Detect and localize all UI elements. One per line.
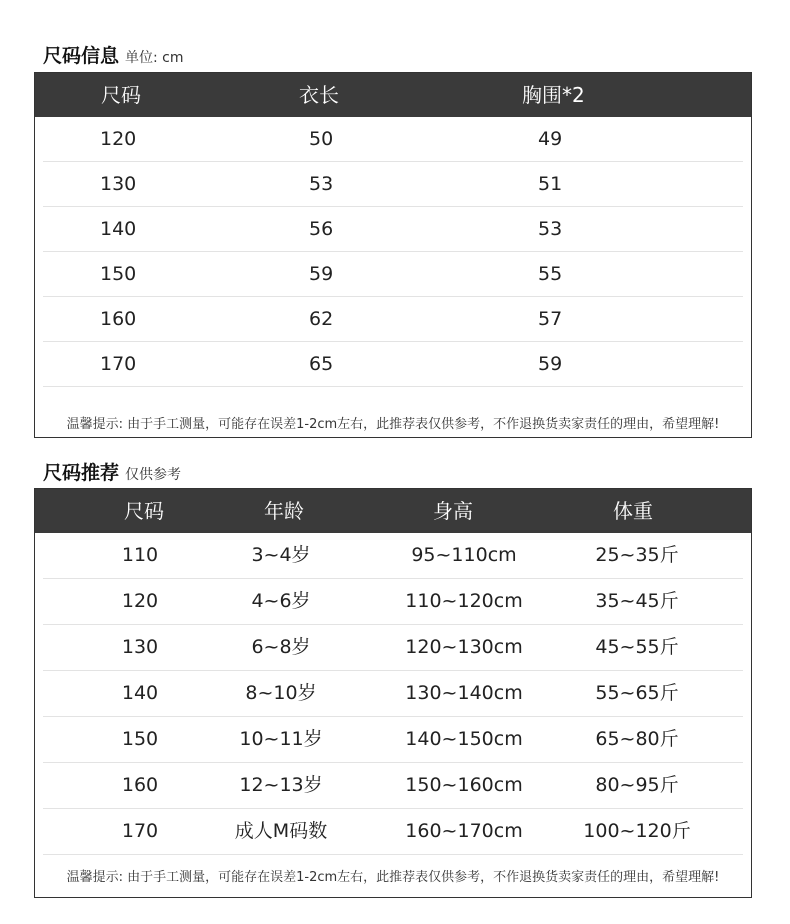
weight-cell: 45~55斤 bbox=[595, 636, 679, 658]
table-row bbox=[43, 579, 743, 625]
age-cell: 6~8岁 bbox=[251, 636, 311, 658]
length-cell: 65 bbox=[309, 353, 334, 375]
size-recommend-body bbox=[35, 533, 751, 855]
height-cell: 160~170cm bbox=[405, 820, 523, 842]
size-info-header-size: 尺码 bbox=[101, 83, 141, 107]
age-cell: 4~6岁 bbox=[251, 590, 311, 612]
length-cell: 62 bbox=[309, 308, 334, 330]
age-cell: 10~11岁 bbox=[239, 728, 323, 750]
weight-cell: 55~65斤 bbox=[595, 682, 679, 704]
size-info-title-text: 尺码信息 bbox=[43, 45, 120, 67]
age-cell: 成人M码数 bbox=[234, 820, 328, 842]
age-cell: 12~13岁 bbox=[239, 774, 323, 796]
table-row bbox=[43, 207, 743, 252]
chest-cell: 55 bbox=[538, 263, 563, 285]
table-row bbox=[43, 671, 743, 717]
size-cell: 140 bbox=[100, 218, 137, 240]
weight-cell: 80~95斤 bbox=[595, 774, 679, 796]
size-cell: 160 bbox=[100, 308, 137, 330]
size-cell: 140 bbox=[121, 682, 159, 704]
recommend-header-height: 身高 bbox=[433, 499, 473, 523]
size-cell: 160 bbox=[121, 774, 159, 796]
size-recommend-subtitle: 仅供参考 bbox=[125, 467, 182, 483]
table-row bbox=[43, 297, 743, 342]
size-cell: 170 bbox=[121, 820, 159, 842]
length-cell: 59 bbox=[309, 263, 334, 285]
table-row bbox=[43, 717, 743, 763]
size-cell: 120 bbox=[100, 128, 137, 150]
size-recommend-note: 温馨提示: 由于手工测量，可能存在误差1-2cm左右，此推荐表仅供参考，不作退换货卖家责任的理由，希望理解! bbox=[66, 870, 720, 885]
size-info-title bbox=[43, 41, 184, 68]
size-recommend-table bbox=[34, 488, 752, 898]
length-cell: 56 bbox=[309, 218, 334, 240]
table-row bbox=[43, 763, 743, 809]
size-cell: 170 bbox=[100, 353, 137, 375]
size-info-note: 温馨提示: 由于手工测量，可能存在误差1-2cm左右，此推荐表仅供参考，不作退换货卖家责任的理由，希望理解! bbox=[66, 417, 720, 432]
weight-cell: 25~35斤 bbox=[595, 544, 679, 566]
length-cell: 53 bbox=[309, 173, 334, 195]
height-cell: 150~160cm bbox=[405, 774, 523, 796]
size-cell: 130 bbox=[100, 173, 137, 195]
recommend-header-age: 年龄 bbox=[264, 499, 304, 523]
size-recommend-header-row bbox=[35, 489, 751, 533]
size-cell: 150 bbox=[121, 728, 159, 750]
table-row bbox=[43, 342, 743, 387]
size-info-header-length: 衣长 bbox=[299, 83, 339, 107]
weight-cell: 35~45斤 bbox=[595, 590, 679, 612]
size-cell: 120 bbox=[121, 590, 159, 612]
chest-cell: 51 bbox=[538, 173, 563, 195]
height-cell: 110~120cm bbox=[405, 590, 523, 612]
chest-cell: 57 bbox=[538, 308, 563, 330]
size-recommend-title bbox=[43, 458, 181, 485]
weight-cell: 65~80斤 bbox=[595, 728, 679, 750]
weight-cell: 100~120斤 bbox=[583, 820, 691, 842]
size-info-unit: 单位: cm bbox=[125, 50, 184, 66]
table-row bbox=[43, 252, 743, 297]
age-cell: 8~10岁 bbox=[245, 682, 317, 704]
height-cell: 140~150cm bbox=[405, 728, 523, 750]
length-cell: 50 bbox=[309, 128, 334, 150]
chest-cell: 53 bbox=[538, 218, 563, 240]
size-cell: 130 bbox=[121, 636, 159, 658]
table-row bbox=[43, 625, 743, 671]
height-cell: 95~110cm bbox=[411, 544, 517, 566]
table-row bbox=[43, 117, 743, 162]
chest-cell: 49 bbox=[538, 128, 563, 150]
size-cell: 150 bbox=[100, 263, 137, 285]
age-cell: 3~4岁 bbox=[251, 544, 311, 566]
chest-cell: 59 bbox=[538, 353, 563, 375]
size-recommend-title-text: 尺码推荐 bbox=[43, 462, 120, 484]
size-info-header-chest: 胸围*2 bbox=[522, 83, 585, 107]
height-cell: 120~130cm bbox=[405, 636, 523, 658]
size-info-table bbox=[34, 72, 752, 438]
size-info-body bbox=[35, 117, 751, 387]
recommend-header-size: 尺码 bbox=[124, 499, 164, 523]
table-row bbox=[43, 162, 743, 207]
size-info-header-row bbox=[35, 73, 751, 117]
recommend-header-weight: 体重 bbox=[613, 499, 653, 523]
table-row bbox=[43, 533, 743, 579]
height-cell: 130~140cm bbox=[405, 682, 523, 704]
size-cell: 110 bbox=[121, 544, 159, 566]
table-row bbox=[43, 809, 743, 855]
